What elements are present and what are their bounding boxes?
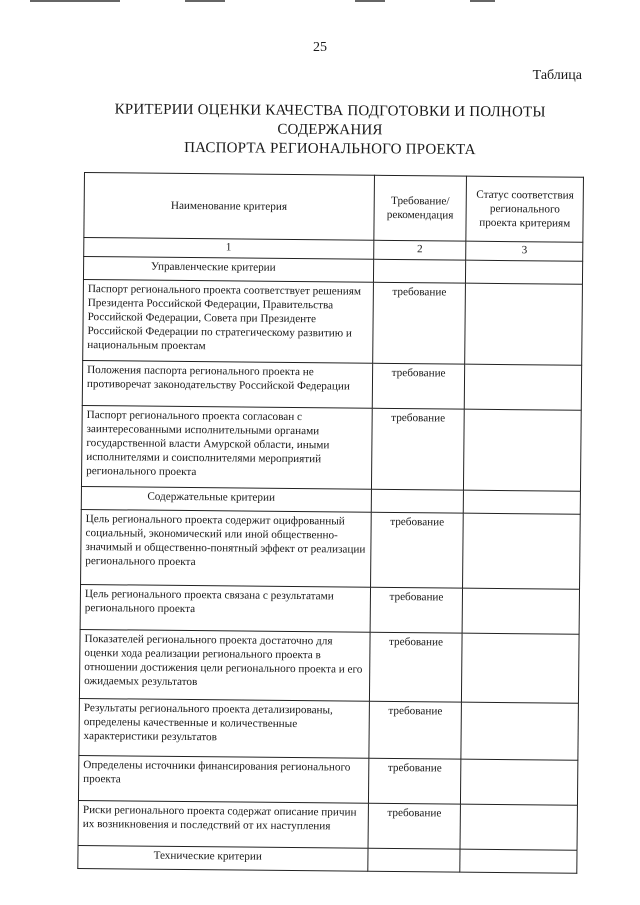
- criterion-row: [81, 509, 581, 589]
- criterion-row: [82, 360, 581, 410]
- criterion-status: [464, 409, 581, 491]
- header-name: Наименование критерия: [84, 173, 374, 241]
- header-requirement: Требование/ рекомендация: [373, 175, 467, 241]
- criterion-name: Риски регионального проекта содержат описание причин их возникновения и последствий от их наступления: [78, 800, 368, 848]
- criterion-row: [78, 800, 577, 850]
- criterion-status: [461, 759, 578, 805]
- header-row: [84, 173, 584, 243]
- criterion-status: [461, 702, 578, 760]
- empty-cell: [464, 490, 581, 514]
- empty-cell: [371, 489, 464, 513]
- criterion-requirement: требование: [369, 632, 463, 702]
- empty-cell: [460, 849, 577, 873]
- criterion-requirement: требование: [370, 587, 463, 633]
- document-title: [110, 100, 550, 160]
- criterion-status: [465, 283, 582, 365]
- section-label: Содержательные критерии: [81, 486, 371, 512]
- criterion-requirement: требование: [372, 282, 466, 364]
- criterion-status: [463, 588, 580, 634]
- scan-edge-marks: [0, 0, 640, 6]
- criterion-row: [80, 584, 579, 634]
- column-number: 1: [84, 238, 374, 260]
- column-number: 2: [373, 240, 466, 260]
- criterion-requirement: требование: [368, 803, 461, 849]
- criterion-status: [463, 513, 580, 589]
- section-label: Технические критерии: [78, 845, 368, 871]
- empty-cell: [466, 260, 583, 284]
- empty-cell: [373, 259, 466, 283]
- criterion-name: Результаты регионального проекта детализированы, определены качественные и количественные характеристики результатов: [79, 698, 369, 758]
- column-number: 3: [466, 241, 583, 261]
- criterion-requirement: требование: [370, 512, 464, 588]
- criterion-requirement: требование: [368, 701, 461, 759]
- criterion-name: Паспорт регионального проекта соответствует решениям Президента Российской Федерации, Правительства Российской Федерации, Совета при Президенте Российской Федерации по стратегическому развитию и национальным проектам: [83, 279, 373, 363]
- header-status: Статус соответствия регионального проекта критериям: [466, 176, 583, 242]
- criterion-name: Цель регионального проекта связана с результатами регионального проекта: [80, 584, 370, 632]
- empty-cell: [367, 848, 460, 872]
- criterion-name: Определены источники финансирования регионального проекта: [78, 755, 368, 803]
- criterion-name: Цель регионального проекта содержит оцифрованный социальный, экономический или иной общественно-значимый и общественно-понятный эффект от реализации регионального проекта: [81, 509, 371, 587]
- criterion-requirement: требование: [372, 363, 465, 409]
- criterion-name: Положения паспорта регионального проекта не противоречат законодательству Российской Федерации: [82, 360, 372, 408]
- criterion-status: [461, 804, 578, 850]
- criterion-row: [78, 755, 577, 805]
- criterion-row: [79, 629, 579, 703]
- page-number: 25: [313, 40, 327, 55]
- title-line: ПАСПОРТА РЕГИОНАЛЬНОГО ПРОЕКТА: [184, 139, 476, 159]
- criterion-requirement: требование: [371, 408, 465, 490]
- criteria-table: [77, 172, 584, 874]
- criterion-status: [462, 633, 579, 703]
- criterion-name: Показателей регионального проекта достаточно для оценки хода реализации регионального проекта в отношении достижения цели регионального проекта и его ожидаемых результатов: [79, 629, 369, 701]
- title-line: КРИТЕРИИ ОЦЕНКИ КАЧЕСТВА ПОДГОТОВКИ И ПОЛНОТЫ: [114, 101, 546, 121]
- criterion-status: [465, 364, 582, 410]
- criterion-row: [81, 405, 581, 491]
- table-caption: Таблица: [532, 68, 582, 83]
- criterion-row: [83, 279, 583, 365]
- section-row: [78, 845, 577, 873]
- title-line: СОДЕРЖАНИЯ: [277, 121, 383, 139]
- criterion-name: Паспорт регионального проекта согласован с заинтересованными исполнительными органами государственной власти Амурской области, иными исполнителями и соисполнителями мероприятий регионального проекта: [81, 405, 371, 489]
- criterion-requirement: требование: [368, 758, 461, 804]
- section-label: Управленческие критерии: [83, 257, 373, 283]
- criterion-row: [79, 698, 579, 760]
